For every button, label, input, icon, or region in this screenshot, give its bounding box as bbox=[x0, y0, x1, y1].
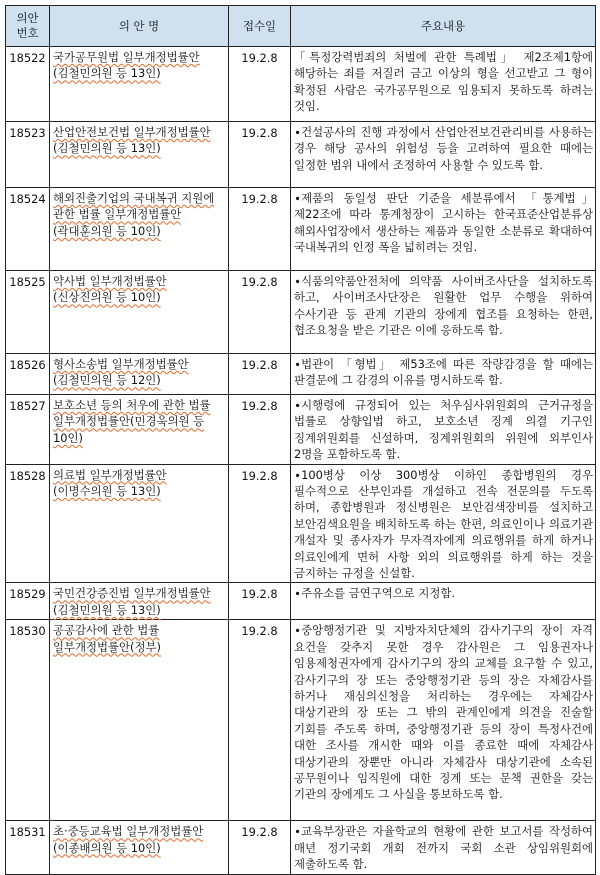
bill-name bbox=[50, 821, 229, 874]
table-row bbox=[6, 271, 596, 354]
bill-content: ∙식품의약품안전처에 의약품 사이버조사단을 설치하도록 하고, 사이버조사단장은 원활한 업무 수행을 위하여 수사기관 등 관계 기관의 장에게 협조를 요청하는 한편, 협조요청을 받은 기관은 이에 응하도록 함. bbox=[291, 271, 596, 354]
bill-name bbox=[50, 271, 229, 354]
bill-number: 18527 bbox=[6, 395, 50, 465]
bill-number: 18524 bbox=[6, 188, 50, 271]
bill-number: 18522 bbox=[6, 47, 50, 122]
bill-content: ∙건설공사의 진행 과정에서 산업안전보건관리비를 사용하는 경우 해당 공사의 위험성 등을 고려하여 필요한 때에는 일정한 범위 내에서 조정하여 사용할 수 있도록 함. bbox=[291, 122, 596, 188]
table-row bbox=[6, 395, 596, 465]
bill-name-text: 형사소송법 일부개정법률안(김철민의원 등 12인) bbox=[53, 357, 189, 388]
table-row bbox=[6, 122, 596, 188]
bill-name-text: 보호소년 등의 처우에 관한 법률 일부개정법률안(민경욱의원 등 10인) bbox=[53, 398, 211, 445]
bill-name bbox=[50, 47, 229, 122]
table-header-row bbox=[6, 6, 596, 47]
bill-date: 19.2.8 bbox=[229, 122, 291, 188]
table-row bbox=[6, 620, 596, 821]
bill-content: ∙법관이 「형법」 제53조에 따른 작량감경을 할 때에는 판결문에 그 감경의 이유를 명시하도록 함. bbox=[291, 354, 596, 395]
header-number: 의안 번호 bbox=[6, 6, 50, 47]
table-row bbox=[6, 583, 596, 620]
bill-date: 19.2.8 bbox=[229, 620, 291, 821]
header-date: 접수일 bbox=[229, 6, 291, 47]
bill-name bbox=[50, 464, 229, 583]
header-name: 의 안 명 bbox=[50, 6, 229, 47]
table-row bbox=[6, 188, 596, 271]
bill-number: 18528 bbox=[6, 464, 50, 583]
bill-date: 19.2.8 bbox=[229, 188, 291, 271]
bill-content: ∙주유소를 금연구역으로 지정함. bbox=[291, 583, 596, 620]
bill-content: ∙시행령에 규정되어 있는 처우심사위원회의 근거규정을 법률로 상향입법 하고, 보호소년 징계 의결 기구인 징계위원회를 신설하며, 징계위원회의 위원에 외부인사 2명을 포함하도록 함. bbox=[291, 395, 596, 465]
bill-name-text: 국민건강증진법 일부개정법률안(김철민의원 등 13인) bbox=[53, 586, 211, 617]
bill-number: 18523 bbox=[6, 122, 50, 188]
bill-number: 18530 bbox=[6, 620, 50, 821]
bill-table bbox=[5, 5, 596, 875]
table-row bbox=[6, 354, 596, 395]
bill-name-text: 의료법 일부개정법률안(이명수의원 등 13인) bbox=[53, 467, 167, 499]
bill-content: ∙100병상 이상 300병상 이하인 종합병원의 경우 필수적으로 산부인과를 개설하고 전속 전문의를 두도록 하며, 종합병원과 정신병원은 보안검색장비를 설치하고 보안검색요원을 배치하도록 하는 한편, 의료인이나 의료기관 개설자 및 종사자가 무자격자에게 의료행위를 하게 하거나 의료인에게 면허 사항 외의 의료행위를 하게 하는 것을 금지하는 규정을 신설함. bbox=[291, 464, 596, 583]
header-content: 주요내용 bbox=[291, 6, 596, 47]
bill-name bbox=[50, 354, 229, 395]
bill-number: 18525 bbox=[6, 271, 50, 354]
bill-date: 19.2.8 bbox=[229, 395, 291, 465]
bill-name bbox=[50, 122, 229, 188]
bill-date: 19.2.8 bbox=[229, 821, 291, 874]
bill-date: 19.2.8 bbox=[229, 354, 291, 395]
table-row bbox=[6, 821, 596, 874]
bill-number: 18529 bbox=[6, 583, 50, 620]
bill-number: 18531 bbox=[6, 821, 50, 874]
bill-content: ∙교육부장관은 자율학교의 현황에 관한 보고서를 작성하여 매년 정기국회 개회 전까지 국회 소관 상임위원회에 제출하도록 함. bbox=[291, 821, 596, 874]
table-row bbox=[6, 47, 596, 122]
bill-name bbox=[50, 620, 229, 821]
bill-name-text: 공공감사에 관한 법률 일부개정법률안(정부) bbox=[53, 623, 161, 654]
bill-name bbox=[50, 395, 229, 465]
bill-name-text: 초·중등교육법 일부개정법률안(이종배의원 등 10인) bbox=[53, 824, 204, 855]
bill-content: ∙제품의 동일성 판단 기준을 세분류에서 「통계법」 제22조에 따라 통계청장이 고시하는 한국표준산업분류상 해외사업장에서 생산하는 제품과 동일한 소분류로 확대하여 국내복귀의 인정 폭을 넓히려는 것임. bbox=[291, 188, 596, 271]
bill-name-text: 산업안전보건법 일부개정법률안(김철민의원 등 13인) bbox=[53, 125, 211, 156]
bill-name bbox=[50, 583, 229, 620]
bill-name-text: 약사법 일부개정법률안(신상진의원 등 10인) bbox=[53, 274, 167, 305]
bill-number: 18526 bbox=[6, 354, 50, 395]
bill-date: 19.2.8 bbox=[229, 271, 291, 354]
bill-date: 19.2.8 bbox=[229, 583, 291, 620]
bill-content: 「특정강력범죄의 처벌에 관한 특례법」 제2조제1항에 해당하는 죄를 저질러 금고 이상의 형을 선고받고 그 형이 확정된 사람은 국가공무원으로 임용되지 못하도록 하려는 것임. bbox=[291, 47, 596, 122]
table-row bbox=[6, 464, 596, 583]
bill-date: 19.2.8 bbox=[229, 464, 291, 583]
bill-name-text: 국가공무원법 일부개정법률안(김철민의원 등 13인) bbox=[53, 50, 200, 81]
bill-content: ∙중앙행정기관 및 지방자치단체의 감사기구의 장이 자격 요건을 갖추지 못한 경우 감사원은 그 임용권자나 임용제청권자에게 감사기구의 장의 교체를 요구할 수 있고, 감사기구의 장 또는 중앙행정기관 등의 장은 자체감사를 하거나 재심의신청을 처리하는 경우에는 자체감사 대상기관의 장 또는 그 밖의 관계인에게 의견을 진술할 기회를 주도록 하며, 중앙행정기관 등의 장이 특정사건에 대한 조사를 개시한 때와 이를 종료한 때에 자체감사 대상기관의 장뿐만 아니라 자체감사 대상기관에 소속된 공무원이나 임직원에 대한 징계 또는 문책 권한을 갖는 기관의 장에게도 그 사실을 통보하도록 함. bbox=[291, 620, 596, 821]
bill-date: 19.2.8 bbox=[229, 47, 291, 122]
bill-name-text: 해외진출기업의 국내복귀 지원에 관한 법률 일부개정법률안(곽대훈의원 등 10인) bbox=[53, 191, 215, 238]
bill-name bbox=[50, 188, 229, 271]
